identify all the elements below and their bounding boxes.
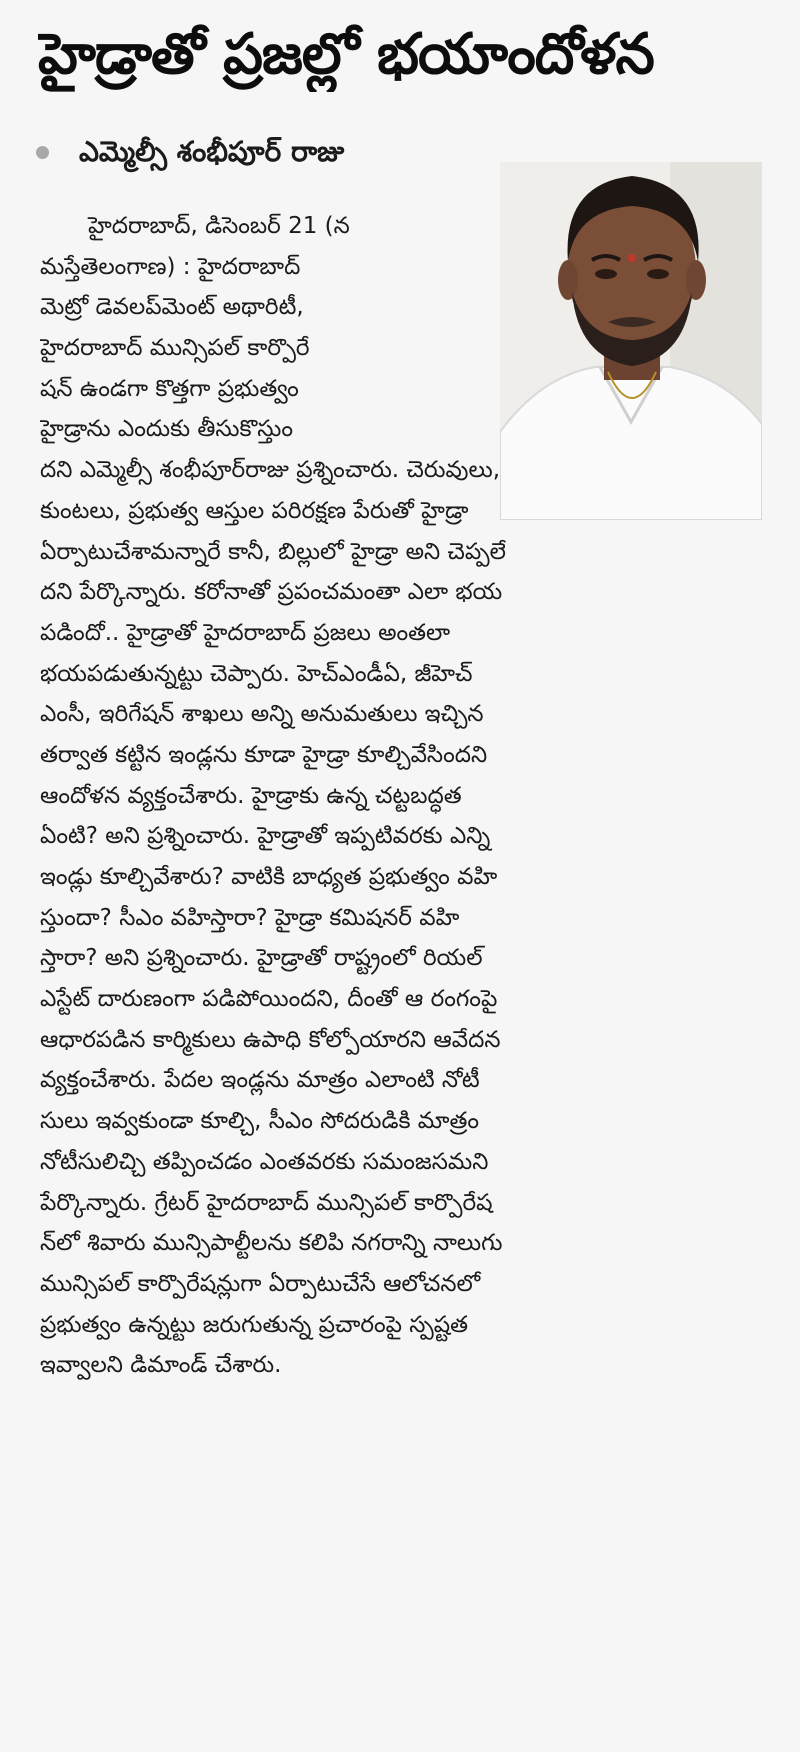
- body-line: మున్సిపల్ కార్పొరేషన్లుగా ఏర్పాటుచేసే ఆలోచనలో: [40, 1270, 481, 1297]
- body-line: హైదరాబాద్, డిసెంబర్ 21 (న: [88, 213, 350, 239]
- body-line: స్తారా? అని ప్రశ్నించారు. హైడ్రాతో రాష్ట్రంలో రియల్: [40, 945, 483, 972]
- body-line: పేర్కొన్నారు. గ్రేటర్ హైదరాబాద్ మున్సిపల్ కార్పొరేష: [40, 1189, 493, 1216]
- body-line: హైడ్రాను ఎందుకు తీసుకొస్తుం: [40, 416, 294, 443]
- body-line: హైదరాబాద్ మున్సిపల్ కార్పొరే: [40, 335, 310, 362]
- headline: హైడ్రాతో ప్రజల్లో భయాందోళన: [38, 22, 654, 87]
- body-line: ఎస్టేట్ దారుణంగా పడిపోయిందని, దీంతో ఆ రంగంపై: [40, 986, 498, 1013]
- body-line: షన్ ఉండగా కొత్తగా ప్రభుత్వం: [40, 375, 299, 402]
- body-line: తర్వాత కట్టిన ఇండ్లను కూడా హైడ్రా కూల్చివేసిందని: [40, 741, 488, 768]
- article-body: [40, 206, 768, 1386]
- body-line: ఆందోళన వ్యక్తంచేశారు. హైడ్రాకు ఉన్న చట్టబద్ధత: [40, 782, 462, 809]
- body-line: స్తుందా? సీఎం వహిస్తారా? హైడ్రా కమిషనర్ వహి: [40, 904, 460, 931]
- body-line: ఇండ్లు కూల్చివేశారు? వాటికి బాధ్యత ప్రభుత్వం వహి: [40, 864, 498, 890]
- body-line: ఎంసీ, ఇరిగేషన్ శాఖలు అన్ని అనుమతులు ఇచ్చిన: [40, 701, 484, 728]
- subheading: ఎమ్మెల్సీ శంభీపూర్ రాజు: [79, 135, 345, 168]
- body-line: ఏర్పాటుచేశామన్నారే కానీ, బిల్లులో హైడ్రా అని చెప్పలే: [40, 538, 506, 565]
- body-line: మస్తేతెలంగాణ) : హైదరాబాద్: [40, 253, 301, 280]
- body-line: పడిందో.. హైడ్రాతో హైదరాబాద్ ప్రజలు అంతలా: [40, 619, 451, 646]
- body-line: దని పేర్కొన్నారు. కరోనాతో ప్రపంచమంతా ఎలా భయ: [40, 579, 503, 606]
- body-line: కుంటలు, ప్రభుత్వ ఆస్తుల పరిరక్షణ పేరుతో హైడ్రా: [40, 497, 469, 524]
- body-line: వ్యక్తంచేశారు. పేదల ఇండ్లను మాత్రం ఎలాంటి నోటీ: [40, 1067, 480, 1094]
- body-line: సులు ఇవ్వకుండా కూల్చి, సీఎం సోదరుడికి మాత్రం: [40, 1108, 480, 1135]
- body-line: నోటీసులిచ్చి తప్పించడం ఎంతవరకు సమంజసమని: [40, 1148, 489, 1175]
- body-line: ఆధారపడిన కార్మికులు ఉపాధి కోల్పోయారని ఆవేదన: [40, 1026, 501, 1053]
- body-line: ప్రభుత్వం ఉన్నట్టు జరుగుతున్న ప్రచారంపై స్పష్టత: [40, 1311, 469, 1338]
- body-line: ఏంటి? అని ప్రశ్నించారు. హైడ్రాతో ఇప్పటివరకు ఎన్ని: [40, 823, 491, 850]
- body-line: దని ఎమ్మెల్సీ శంభీపూర్‌రాజు ప్రశ్నించారు. చెరువులు,: [40, 457, 501, 484]
- body-line: భయపడుతున్నట్టు చెప్పారు. హెచ్‌ఎండీఏ, జీహెచ్: [40, 660, 473, 687]
- body-line: మెట్రో డెవలప్‌మెంట్ అథారిటీ,: [40, 294, 304, 321]
- subheading-row: [36, 132, 344, 172]
- bullet-dot-icon: [36, 146, 49, 159]
- body-line: ఇవ్వాలని డిమాండ్ చేశారు.: [40, 1352, 282, 1379]
- body-line: న్‌లో శివారు మున్సిపాల్టీలను కలిపి నగరాన్ని నాలుగు: [40, 1230, 503, 1257]
